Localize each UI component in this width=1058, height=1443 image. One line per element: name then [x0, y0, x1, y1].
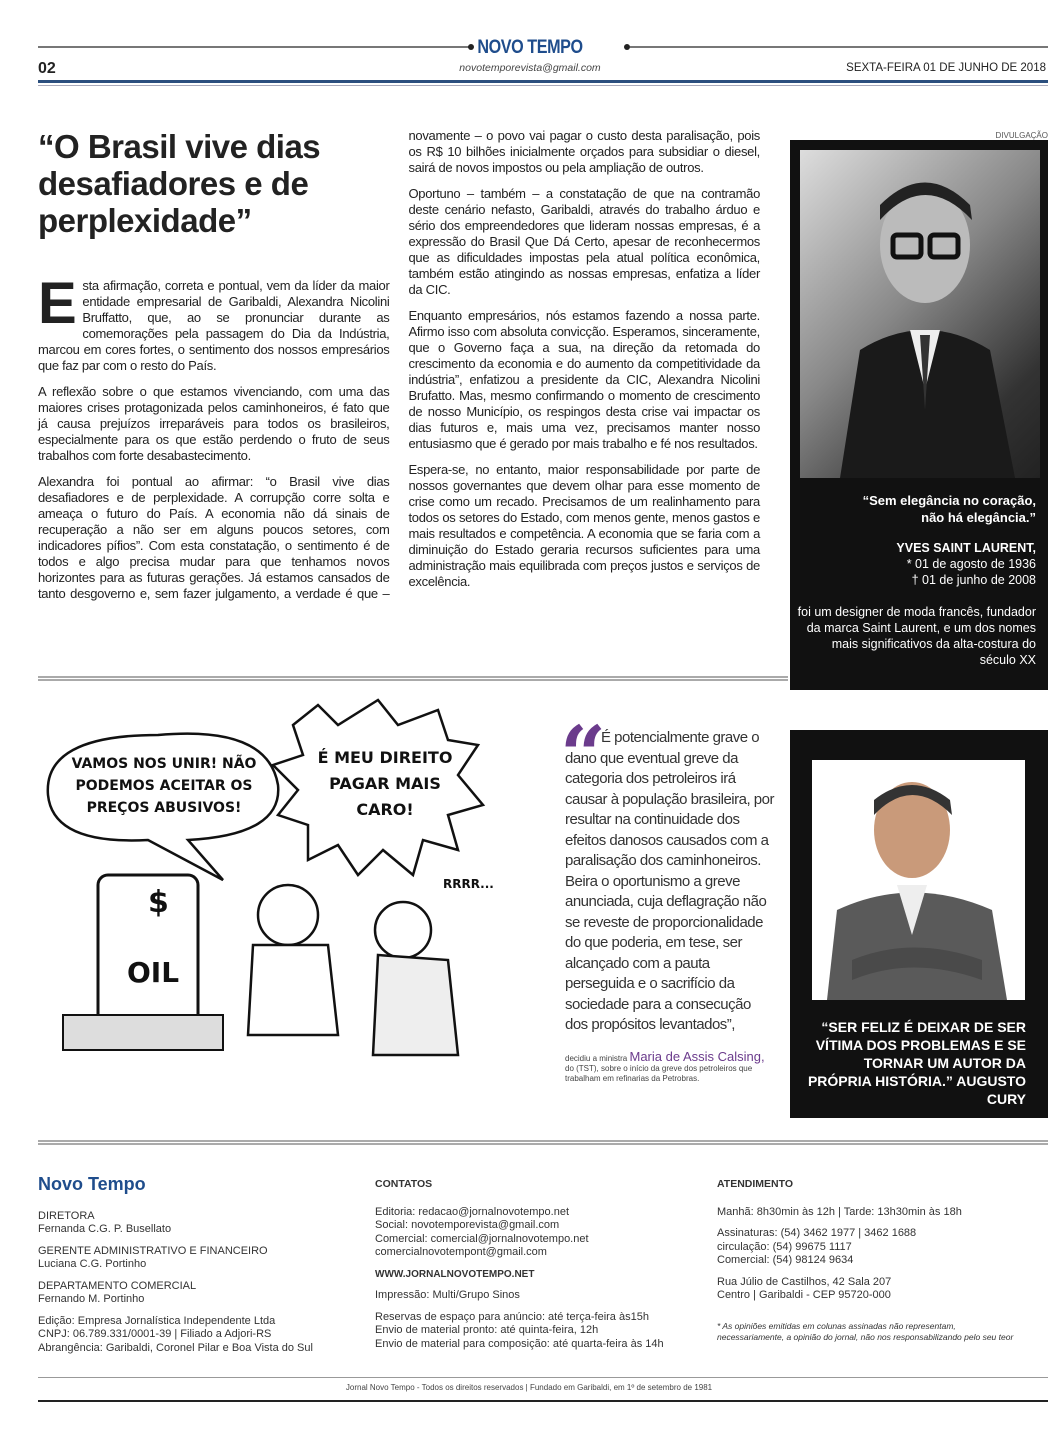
footer-value: Assinaturas: (54) 3462 1977 | 3462 1688 [717, 1227, 917, 1239]
footer-rule [38, 1377, 1048, 1378]
pull-quote-text: É potencialmente grave o dano que eventual greve da categoria dos petroleiros irá causar à população brasileira, por resultar na continuidade dos efeitos danosos causados com a paralisação dos caminhoneiros. Beira o oportunismo a greve anunciada, cuja deflagração não se reveste de proporcionalidade do que poderia, em tese, ser alcançado com a pauta perseguida e o sacrifício da sociedade para a consecução dos propósitos levantados”, [565, 729, 774, 1033]
header-rule-left [38, 46, 470, 48]
footer-label: DEPARTAMENTO COMERCIAL [38, 1279, 197, 1292]
attribution-suffix: do (TST), sobre o início da greve dos petroleiros que trabalham em refinarias da Petrobras. [565, 1063, 753, 1083]
atendimento-heading: ATENDIMENTO [717, 1178, 794, 1190]
cartoon [38, 695, 538, 1105]
footer-value: circulação: (54) 99675 1117 [717, 1240, 852, 1253]
attribution-name: Maria de Assis Calsing, [629, 1048, 765, 1064]
portrait-illustration [800, 150, 1040, 478]
angry-man-body [373, 955, 458, 1055]
portrait-illustration [812, 760, 1025, 1000]
website-link[interactable]: WWW.JORNALNOVOTEMPO.NET [375, 1268, 535, 1280]
paragraph: Alexandra foi pontual ao afirmar: “o Brasil vive dias desafiadores e de perplexidade. A corrupção corre solta e ameaça o futuro do País. A economia não dá sinais de recuperação a não ser em alguns poucos setores, com indicadores pífios”. Com esta constatação, o sentimento é de todos e algo precisa mudar para que tenhamos novos horizontes para as futuras gerações. Já estamos cansados de tanto desgoverno e, sem fazer julgamento, a verdade é que – novamente – o povo vai pagar o custo desta paralisação, pois os R$ 10 bilhões inicialmente orçados para subsidiar o diesel, sairá de novos impostos ou pela ampliação de outros. [38, 128, 760, 601]
header-rule [38, 80, 1048, 83]
quote-mark: “ [560, 708, 607, 802]
ysl-bio [796, 540, 1036, 668]
quote-attribution [565, 1048, 775, 1084]
footer-label: GERENTE ADMINISTRATIVO E FINANCEIRO [38, 1244, 268, 1257]
footer-value: CNPJ: 06.789.331/0001-39 | Filiado a Adjori-RS [38, 1328, 272, 1340]
ysl-quote: “Sem elegância no coração, não há elegância.” [862, 493, 1036, 525]
ysl-died: † 01 de junho de 2008 [911, 573, 1036, 587]
contatos-heading: CONTATOS [375, 1178, 433, 1190]
footer-value: Edição: Empresa Jornalística Independente Ltda [38, 1314, 276, 1327]
paragraph: Oportuno – também – a constatação de que na contramão deste cenário nefasto, Garibaldi, através do trabalho árduo e sério dos empreendedores que lideram nossas empresas, é a expressão do Brasil Que Dá Certo, apesar de reconhecermos que as dificuldades impostas pela atual política econômica, também estão atingindo as nossas empresas, enfatiza a líder da CIC. [408, 186, 760, 297]
paragraph: sta afirmação, correta e pontual, vem da líder da maior entidade empresarial de Garibaldi, Alexandra Nicolini Bruffatto, que, ao se pronunciar durante as comemorações pela passagem do Dia da Indústria, marcou em cores fortes, o sentimento dos nossos empresários que faz par com o resto do País. [38, 278, 390, 373]
article-title: “O Brasil vive dias desafiadores e de perplexidade” [38, 128, 321, 239]
footer-rule-thick [38, 1400, 1048, 1402]
footer-value: Envio de material para composição: até quarta-feira às 14h [375, 1337, 664, 1350]
dollar-sign: $ [148, 885, 169, 920]
bubble-1-text: VAMOS NOS UNIR! NÃO PODEMOS ACEITAR OS PREÇOS ABUSIVOS! [71, 756, 257, 816]
pull-quote [565, 728, 775, 1084]
paragraph: Espera-se, no entanto, maior responsabilidade por parte de nossos governantes que devem olhar para esse momento de crise como um recado. Precisamos de um realinhamento para todos os setores do Estado, com menos gente, menos gastos e mais resultados e competência. A economia que se faria com a diminuição do Estado geraria recursos suficientes para uma administração mais equilibrada com preços justos e serviços de excelência. [408, 462, 760, 589]
footer-col-1 [38, 1174, 358, 1355]
footer-brand: Novo Tempo [38, 1174, 146, 1194]
pump-oil-label: OIL [126, 956, 180, 989]
footer-value: Reservas de espaço para anúncio: até terça-feira às15h [375, 1310, 649, 1323]
cury-photo [812, 760, 1025, 1000]
page-number: 02 [38, 60, 56, 77]
contact-line[interactable]: Editoria: redacao@jornalnovotempo.net [375, 1205, 570, 1218]
paragraph: A reflexão sobre o que estamos vivenciando, com uma das maiores crises protagonizada pelos caminhoneiros, é fato que já causa prejuízos irreparáveis para todos os brasileiros, especialmente para os que estão perdendo o fruto de seus trabalhos com forte desabastecimento. [38, 384, 390, 463]
footer-value: Impressão: Multi/Grupo Sinos [375, 1289, 520, 1301]
footer-value: Manhã: 8h30min às 12h | Tarde: 13h30min às 18h [717, 1205, 962, 1218]
footer-value: Rua Júlio de Castilhos, 42 Sala 207 [717, 1275, 892, 1288]
contact-line[interactable]: comercialnovotempont@gmail.com [375, 1246, 547, 1258]
header-rule-thin [38, 85, 1048, 86]
footer-col-3 [717, 1178, 1047, 1343]
angry-man-head [375, 902, 431, 958]
footer-value: Fernanda C.G. P. Busellato [38, 1223, 172, 1235]
header-date: SEXTA-FEIRA 01 DE JUNHO DE 2018 [846, 62, 1046, 74]
section-divider [38, 676, 788, 681]
ysl-born: * 01 de agosto de 1936 [906, 557, 1036, 571]
bubble-2-text: É MEU DIREITO PAGAR MAIS CARO! [317, 748, 453, 819]
paragraph: Enquanto empresários, nós estamos fazendo a nossa parte. Afirmo isso com absoluta convicção. Esperamos, sinceramente, que o Governo faça a sua, na direção da retomada do crescimento da economia e do aumento da competitividade da indústria”, enfatizou a presidente da CIC, Alexandra Nicolini Brufatto. Mas, mesmo confirmando o momento de crescimento de nosso Município, os respingos desta crise vai impactar os dias futuros e, mais uma vez, precisamos manter nosso entusiasmo que é gerado por mais trabalho e fé nos resultados. [408, 308, 760, 451]
ysl-photo [800, 150, 1040, 478]
pump-base [63, 1015, 223, 1050]
footer-col-2 [375, 1178, 705, 1351]
footer-value: Centro | Garibaldi - CEP 95720-000 [717, 1289, 891, 1301]
header-rule-right [630, 46, 1048, 48]
ysl-description: foi um designer de moda francês, fundador da marca Saint Laurent, e um dos nomes mais significativos da alta-costura do século XX [797, 605, 1036, 667]
footer-value: Luciana C.G. Portinho [38, 1258, 147, 1270]
growl-text: RRRR... [443, 877, 494, 891]
copyright: Jornal Novo Tempo - Todos os direitos reservados | Fundado em Garibaldi, em 1º de setembro de 1981 [345, 1383, 713, 1392]
drop-cap: E [38, 271, 77, 336]
footer-value: Fernando M. Portinho [38, 1293, 145, 1305]
cury-box [790, 730, 1048, 1118]
footer-label: DIRETORA [38, 1209, 95, 1222]
article [38, 128, 760, 602]
photo-credit: DIVULGAÇÃO [995, 131, 1048, 140]
section-divider [38, 1140, 1048, 1145]
header-email: novotemporevista@gmail.com [459, 62, 601, 74]
footer-value: Comercial: (54) 98124 9634 [717, 1254, 854, 1266]
footer-value: Abrangência: Garibaldi, Coronel Pilar e Boa Vista do Sul [38, 1341, 313, 1354]
man-body [248, 945, 338, 1035]
ysl-box [790, 140, 1048, 690]
masthead: NOVO TEMPO [477, 37, 583, 58]
contact-line[interactable]: Social: novotemporevista@gmail.com [375, 1219, 560, 1231]
ysl-name: YVES SAINT LAURENT, [896, 541, 1036, 555]
man-head [258, 885, 318, 945]
cury-quote: “SER FELIZ É DEIXAR DE SER VÍTIMA DOS PROBLEMAS E SE TORNAR UM AUTOR DA PRÓPRIA HISTÓRIA.” AUGUSTO CURY [807, 1019, 1026, 1107]
disclaimer: * As opiniões emitidas em colunas assinadas não representam, necessariamente, a opinião do jornal, não nos responsabilizando pelo seu teor [717, 1320, 1014, 1342]
contact-line[interactable]: Comercial: comercial@jornalnovotempo.net [375, 1232, 589, 1245]
footer-value: Envio de material pronto: até quinta-feira, 12h [375, 1324, 599, 1336]
attribution-prefix: decidiu a ministra [565, 1053, 628, 1063]
